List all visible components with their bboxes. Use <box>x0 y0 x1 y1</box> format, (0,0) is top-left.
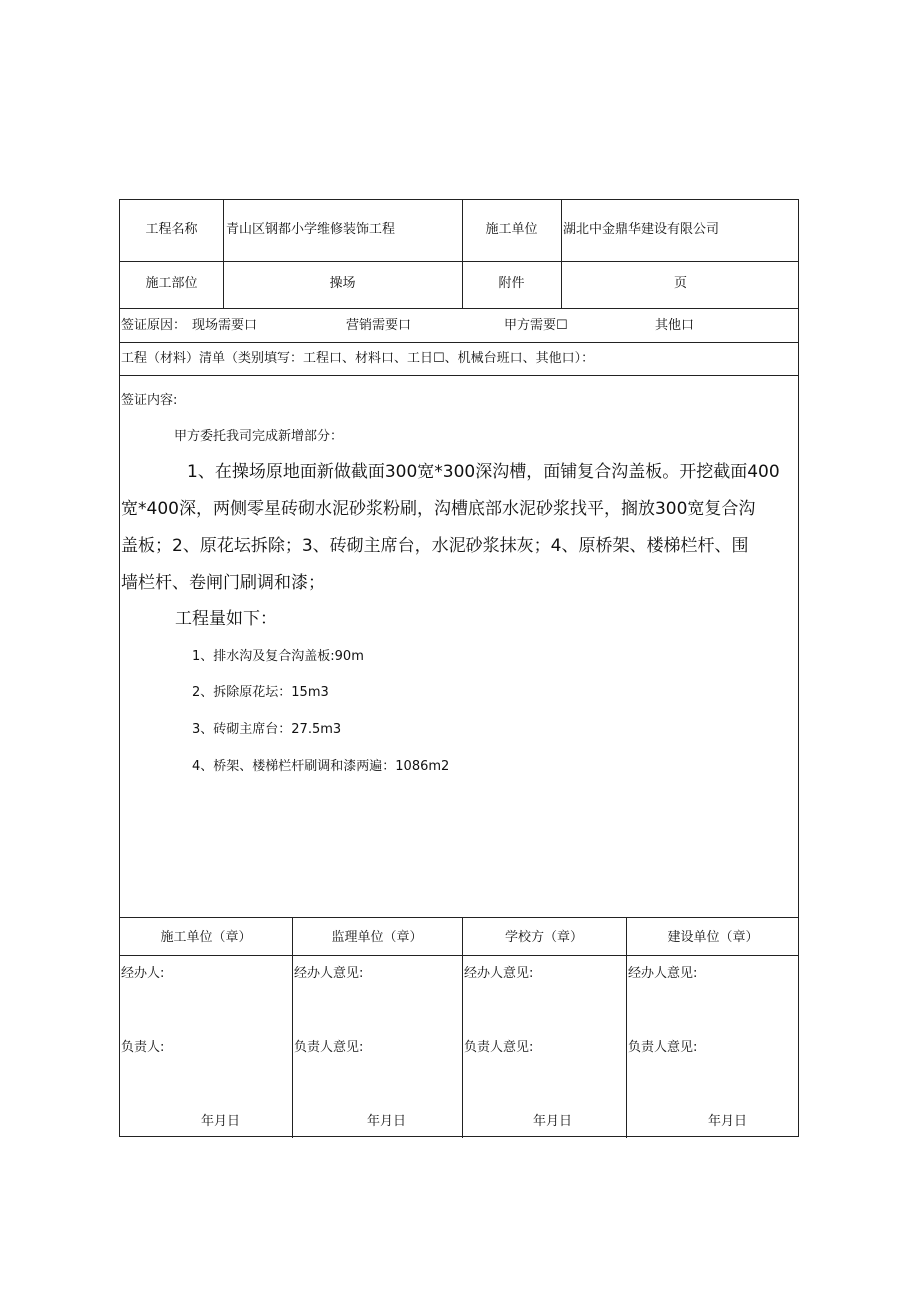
responsible-field: 负责人: <box>121 1040 165 1055</box>
material-list-line: 工程（材料）清单（类别填写：工程口、材料口、工日☐、机械台班口、其他口）： <box>121 351 595 366</box>
responsible-field: 负责人意见: <box>294 1040 364 1055</box>
quantity-title: 工程量如下： <box>175 609 277 629</box>
date-field: 年月日 <box>201 1114 241 1129</box>
date-field: 年月日 <box>708 1114 748 1129</box>
reason-option: 现场需要口 <box>192 318 258 333</box>
signature-title: 施工单位（章） <box>160 930 252 945</box>
content-line: 1、在操场原地面新做截面300宽*300深沟槽，面铺复合沟盖板。开挖截面400 <box>187 462 780 482</box>
quantity-item: 2、拆除原花坛：15m3 <box>192 685 329 700</box>
date-field: 年月日 <box>533 1114 573 1129</box>
row-divider <box>120 917 798 918</box>
reason-option: 营销需要口 <box>346 318 412 333</box>
row-divider <box>120 308 798 309</box>
col-divider <box>626 917 627 1138</box>
date-field: 年月日 <box>367 1114 407 1129</box>
row-divider <box>120 261 798 262</box>
handler-field: 经办人意见: <box>464 966 534 981</box>
visa-form <box>119 199 799 1137</box>
handler-field: 经办人意见: <box>294 966 364 981</box>
content-intro: 甲方委托我司完成新增部分： <box>174 429 344 444</box>
project-name-label: 工程名称 <box>145 222 198 237</box>
quantity-item: 1、排水沟及复合沟盖板:90m <box>192 649 364 664</box>
responsible-field: 负责人意见: <box>464 1040 534 1055</box>
content-label: 签证内容: <box>121 393 178 408</box>
signature-title: 建设单位（章） <box>667 930 759 945</box>
content-line: 盖板；2、原花坛拆除；3、砖砌主席台，水泥砂浆抹灰；4、原桥架、楼梯栏杆、围 <box>121 536 749 556</box>
reason-option: 甲方需要☐ <box>504 318 568 333</box>
location-value: 操场 <box>329 276 356 291</box>
content-line: 宽*400深，两侧零星砖砌水泥砂浆粉刷，沟槽底部水泥砂浆找平，搁放300宽复合沟 <box>121 499 756 519</box>
col-divider <box>462 917 463 1138</box>
content-line: 墙栏杆、卷闸门刷调和漆； <box>121 573 325 593</box>
reason-label: 签证原因： <box>121 318 187 333</box>
project-name-value: 青山区钢都小学维修装饰工程 <box>226 222 396 237</box>
reason-option: 其他口 <box>655 318 695 333</box>
contractor-value: 湖北中金鼎华建设有限公司 <box>563 222 720 237</box>
attachment-label: 附件 <box>498 276 525 291</box>
row-divider <box>120 955 798 956</box>
location-label: 施工部位 <box>145 276 198 291</box>
contractor-label: 施工单位 <box>485 222 538 237</box>
signature-title: 学校方（章） <box>504 930 583 945</box>
quantity-item: 4、桥架、楼梯栏杆刷调和漆两遍：1086m2 <box>192 759 450 774</box>
row-divider <box>120 342 798 343</box>
signature-title: 监理单位（章） <box>331 930 423 945</box>
handler-field: 经办人意见: <box>628 966 698 981</box>
responsible-field: 负责人意见: <box>628 1040 698 1055</box>
handler-field: 经办人: <box>121 966 165 981</box>
attachment-value: 页 <box>673 276 687 291</box>
row-divider <box>120 375 798 376</box>
quantity-item: 3、砖砌主席台：27.5m3 <box>192 722 342 737</box>
col-divider <box>292 917 293 1138</box>
